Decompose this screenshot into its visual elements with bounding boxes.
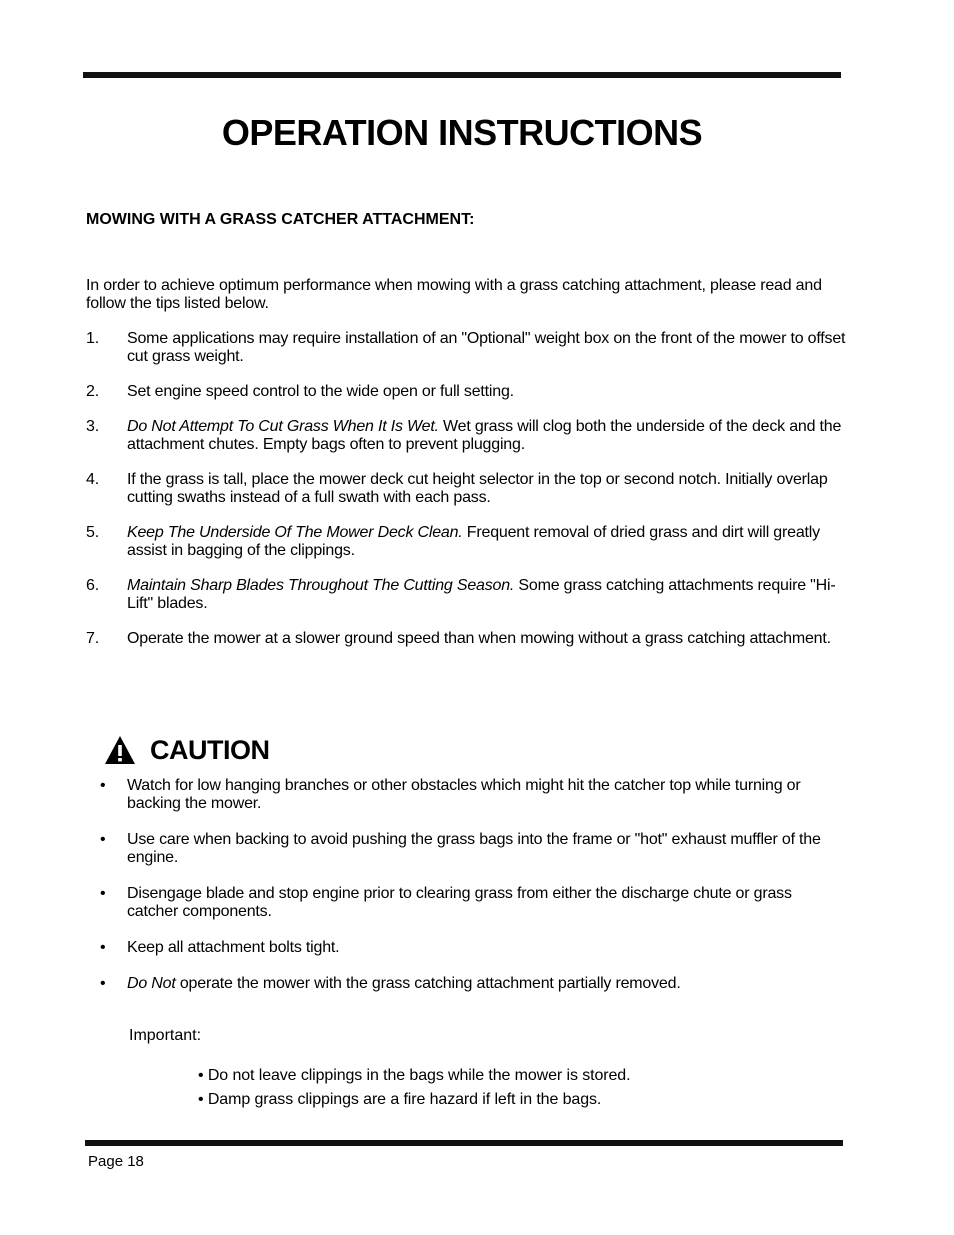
step-item-marker: 7. — [86, 630, 99, 647]
step-item-text — [127, 383, 846, 401]
step-item-body: Set engine speed control to the wide open or full setting. — [127, 383, 514, 400]
caution-item-text — [127, 831, 846, 867]
important-item: • Damp grass clippings are a fire hazard if left in the bags. — [198, 1091, 602, 1108]
step-item-text — [127, 630, 846, 648]
important-label: Important: — [129, 1027, 202, 1044]
step-item-body: Wet grass will clog both the underside of the deck and the attachment chutes. Empty bags often to prevent plugging. — [127, 418, 842, 453]
caution-item — [86, 777, 846, 813]
step-item — [86, 577, 846, 613]
step-item-text — [127, 330, 846, 366]
caution-item-body: operate the mower with the grass catching attachment partially removed. — [175, 975, 681, 992]
step-item — [86, 630, 846, 648]
step-item-text — [127, 524, 846, 560]
step-item-body: Operate the mower at a slower ground speed than when mowing without a grass catching attachment. — [127, 630, 831, 647]
caution-item — [86, 975, 846, 993]
caution-item-text — [127, 885, 846, 921]
caution-item — [86, 885, 846, 921]
intro-paragraph: In order to achieve optimum performance when mowing with a grass catching attachment, please read and follow the tips listed below. — [86, 277, 822, 312]
step-item-body: If the grass is tall, place the mower deck cut height selector in the top or second notch. Initially overlap cutting swaths instead of a full swath with each pass. — [127, 471, 828, 506]
caution-item-body: Use care when backing to avoid pushing the grass bags into the frame or "hot" exhaust muffler of the engine. — [127, 831, 821, 866]
caution-item-marker: • — [100, 975, 106, 992]
warning-triangle-icon — [104, 735, 136, 765]
bottom-divider — [85, 1140, 843, 1146]
step-item-emphasis: Do Not Attempt To Cut Grass When It Is Wet. — [127, 418, 439, 435]
step-item-text — [127, 577, 846, 613]
step-item-marker: 4. — [86, 471, 99, 488]
step-item-text — [127, 471, 846, 507]
caution-item-body: Disengage blade and stop engine prior to clearing grass from either the discharge chute or grass catcher components. — [127, 885, 792, 920]
caution-item-emphasis: Do Not — [127, 975, 176, 992]
step-item-body: Some applications may require installation of an "Optional" weight box on the front of the mower to offset cut grass weight. — [127, 330, 846, 365]
step-item-marker: 2. — [86, 383, 99, 400]
caution-item-text — [127, 939, 846, 957]
page-title: OPERATION INSTRUCTIONS — [221, 112, 703, 153]
step-item-marker: 5. — [86, 524, 99, 541]
caution-item-body: Keep all attachment bolts tight. — [127, 939, 340, 956]
step-item — [86, 471, 846, 507]
caution-item-marker: • — [100, 939, 106, 956]
steps-list — [86, 330, 846, 665]
caution-item-marker: • — [100, 831, 106, 848]
important-list — [198, 1067, 630, 1115]
page-number: Page 18 — [88, 1153, 144, 1170]
caution-item-text — [127, 975, 846, 993]
step-item-marker: 6. — [86, 577, 99, 594]
step-item-marker: 1. — [86, 330, 99, 347]
step-item-marker: 3. — [86, 418, 99, 435]
caution-label: CAUTION — [150, 734, 270, 765]
caution-item-marker: • — [100, 885, 106, 902]
step-item — [86, 418, 846, 454]
important-item: • Do not leave clippings in the bags while the mower is stored. — [198, 1067, 631, 1084]
caution-item — [86, 939, 846, 957]
top-divider — [83, 72, 841, 78]
caution-item — [86, 831, 846, 867]
step-item-text — [127, 418, 846, 454]
step-item-body: Some grass catching attachments require "Hi-Lift" blades. — [127, 577, 836, 612]
step-item — [86, 383, 846, 401]
step-item — [86, 524, 846, 560]
step-item-emphasis: Maintain Sharp Blades Throughout The Cutting Season. — [127, 577, 515, 594]
caution-item-body: Watch for low hanging branches or other obstacles which might hit the catcher top while turning or backing the mower. — [127, 777, 801, 812]
step-item-body: Frequent removal of dried grass and dirt will greatly assist in bagging of the clippings. — [127, 524, 820, 559]
step-item — [86, 330, 846, 366]
step-item-emphasis: Keep The Underside Of The Mower Deck Clean. — [127, 524, 463, 541]
caution-item-text — [127, 777, 846, 813]
caution-header — [104, 732, 270, 768]
section-heading: MOWING WITH A GRASS CATCHER ATTACHMENT: — [86, 211, 475, 228]
caution-list — [86, 777, 846, 1011]
caution-item-marker: • — [100, 777, 106, 794]
